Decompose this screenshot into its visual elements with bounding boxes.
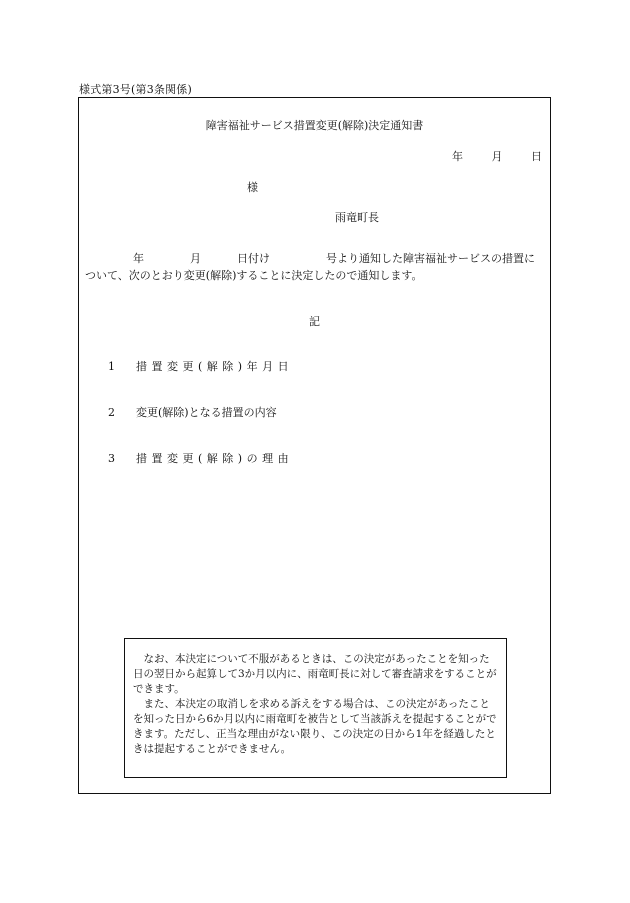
date-year: 年 <box>452 150 463 163</box>
document-title: 障害福祉サービス措置変更(解除)決定通知書 <box>205 119 424 132</box>
item-1-number: 1 <box>108 360 115 373</box>
item-3-number: 3 <box>108 452 115 465</box>
body-year: 年 <box>133 252 144 265</box>
body-month: 月 <box>190 252 201 265</box>
body-number-text: 号より通知した障害福祉サービスの措置に <box>326 252 535 265</box>
item-3 <box>108 450 293 466</box>
issuer-name: 雨竜町長 <box>335 211 379 224</box>
notice-paragraph-2: また、本決定の取消しを求める訴えをする場合は、この決定があったことを知った日から6か月以内に雨竜町を被告として当該訴えを提起することができます。ただし、正当な理由がない限り、この決定の日から1年を経過したときは提起することができません。 <box>133 698 497 755</box>
body-day: 日付け <box>237 252 270 265</box>
item-2-number: 2 <box>108 406 115 419</box>
date-day: 日 <box>531 150 542 163</box>
item-3-label: 措置変更(解除)の理由 <box>136 452 294 465</box>
item-1-label: 措置変更(解除)年月日 <box>136 360 294 373</box>
item-1 <box>108 358 293 374</box>
item-2-label: 変更(解除)となる措置の内容 <box>136 406 277 419</box>
form-number-label: 様式第3号(第3条関係) <box>79 83 192 96</box>
addressee-suffix: 様 <box>247 181 258 194</box>
notice-paragraph-1: なお、本決定について不服があるときは、この決定があったことを知った日の翌日から起算して3か月以内に、雨竜町長に対して審査請求をすることができます。 <box>133 653 497 695</box>
item-2 <box>108 404 277 420</box>
appeal-notice-box <box>124 638 507 778</box>
document-frame <box>78 97 551 794</box>
ki-heading: 記 <box>309 315 320 328</box>
date-month: 月 <box>491 150 503 163</box>
body-text <box>85 250 545 284</box>
body-line-2: ついて、次のとおり変更(解除)することに決定したので通知します。 <box>85 269 423 282</box>
date-line <box>415 148 542 164</box>
